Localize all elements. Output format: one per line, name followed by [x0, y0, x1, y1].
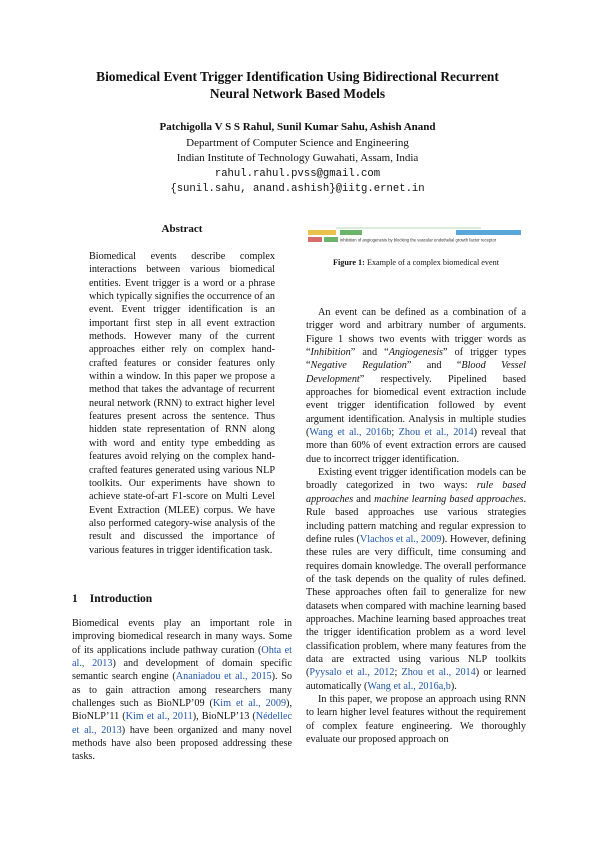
- trigger-label-box: [340, 230, 362, 235]
- paragraph: Existing event trigger identification models can be broadly categorized in two ways: rule based approaches and machine learning based approaches. Rule based approaches use various strategies including pattern matching and regular expression to define rules (Vlachos et al., 2009). However, defining these rules are very difficult, time consuming and requires domain knowledge. The overall performance of the task depends on the quality of rules defined. These approaches often fail to generalize for new datasets when compared with machine learning based approaches. Machine learning based approaches treat the trigger identification problem as a word level classification problem, where many features from the data are extracted using various NLP toolkits (Pyysalo et al., 2012; Zhou et al., 2014) or learned automatically (Wang et al., 2016a,b).: [306, 467, 526, 692]
- citation-link[interactable]: Ohta et al., 2013: [72, 644, 293, 670]
- citation-link[interactable]: Wang et al., 2016a,b: [367, 680, 451, 692]
- title-line-1: Biomedical Event Trigger Identification Using Bidirectional Recurrent: [96, 69, 499, 84]
- trigger-label-box: [324, 237, 338, 242]
- paper-title: [60, 68, 535, 102]
- citation-link[interactable]: Pyysalo et al., 2012: [309, 667, 395, 679]
- figure-caption-label: Figure 1:: [332, 258, 365, 267]
- citation-link[interactable]: Kim et al., 2011: [125, 711, 193, 723]
- citation-link[interactable]: Zhou et al., 2014: [398, 427, 474, 439]
- email-2: {sunil.sahu, anand.ashish}@iitg.ernet.in: [170, 183, 425, 195]
- trigger-label-box: [308, 230, 336, 235]
- citation-link[interactable]: Vlachos et al., 2009: [359, 533, 442, 545]
- author-block: [60, 120, 535, 198]
- author-names: Patchigolla V S S Rahul, Sunil Kumar Sahu, Ashish Anand: [159, 121, 436, 133]
- figure-sentence: inhibition of angiogenesis by blocking the vascular endothelial growth factor receptor: [340, 237, 497, 243]
- entity-label-box: [456, 230, 521, 235]
- citation-link[interactable]: Nédellec et al., 2013: [72, 711, 292, 736]
- figure-caption: [306, 258, 526, 267]
- figure-caption-text: Example of a complex biomedical event: [366, 258, 500, 267]
- citation-link[interactable]: Wang et al., 2016b: [309, 427, 392, 439]
- title-line-2: Neural Network Based Models: [209, 86, 386, 101]
- abstract-text: Biomedical events describe complex interactions between various biomedical entities. Event trigger is a word or a phrase which typically signifies the occurrence of an event. Event trigger identification is an important first step in all event extraction methods. However many of the current approaches either rely on complex hand-crafted features or consider features only within a window. In this paper we propose a method that takes the advantage of recurrent neural network (RNN) to extract higher level features present across the sentence. Thus hidden state representation of RNN along with word and entity type embedding as features avoid relying on the complex hand-crafted features generated using various NLP toolkits. Our experiments have shown to achieve state-of-art F1-score on Multi Level Event Extraction (MLEE) corpus. We have also performed category-wise analysis of the result and discussed the importance of various features in trigger identification task.: [89, 251, 275, 556]
- citation-link[interactable]: Zhou et al., 2014: [401, 667, 476, 679]
- figure-1-event-diagram: [306, 226, 526, 244]
- trigger-label-box: [308, 237, 322, 242]
- paragraph: In this paper, we propose an approach using RNN to learn higher level features without the requirement of complex feature engineering. We thoroughly evaluate our proposed approach on: [306, 693, 526, 745]
- affiliation-institute: Indian Institute of Technology Guwahati, Assam, India: [176, 152, 419, 164]
- intro-paragraph: Biomedical events play an important role in improving biomedical research in many ways. Some of its applications include pathway curation (Ohta et al., 2013) and development of domain specific semantic search engine (Ananiadou et al., 2015). So as to gain attraction among researchers many challenges such as BioNLP’09 (Kim et al., 2009), BioNLP’11 (Kim et al., 2011), BioNLP’13 (Nédellec et al., 2013) have been organized and many novel methods have also been proposed addressing these tasks.: [72, 618, 293, 763]
- affiliation-dept: Department of Computer Science and Engineering: [186, 136, 409, 149]
- email-1: rahul.rahul.pvss@gmail.com: [214, 167, 381, 180]
- right-column-text: [306, 306, 526, 746]
- section-heading-introduction: [72, 593, 152, 605]
- citation-link[interactable]: Ananiadou et al., 2015: [175, 671, 272, 683]
- citation-link[interactable]: Kim et al., 2009: [212, 698, 287, 710]
- section-title: Introduction: [89, 593, 153, 605]
- section-number: 1: [72, 593, 78, 605]
- abstract-heading: Abstract: [161, 223, 203, 235]
- paragraph: An event can be defined as a combination of a trigger word and arbitrary number of arguments. Figure 1 shows two events with trigger words as “Inhibition” and “Angiogenesis” of trigger types “Negative Regulation” and “Blood Vessel Development” respectively. Pipelined based approaches for biomedical event extraction include event trigger identification followed by event argument identification. Analysis in multiple studies (Wang et al., 2016b; Zhou et al., 2014) reveal that more than 60% of event extraction errors are caused due to incorrect trigger identification.: [306, 307, 526, 465]
